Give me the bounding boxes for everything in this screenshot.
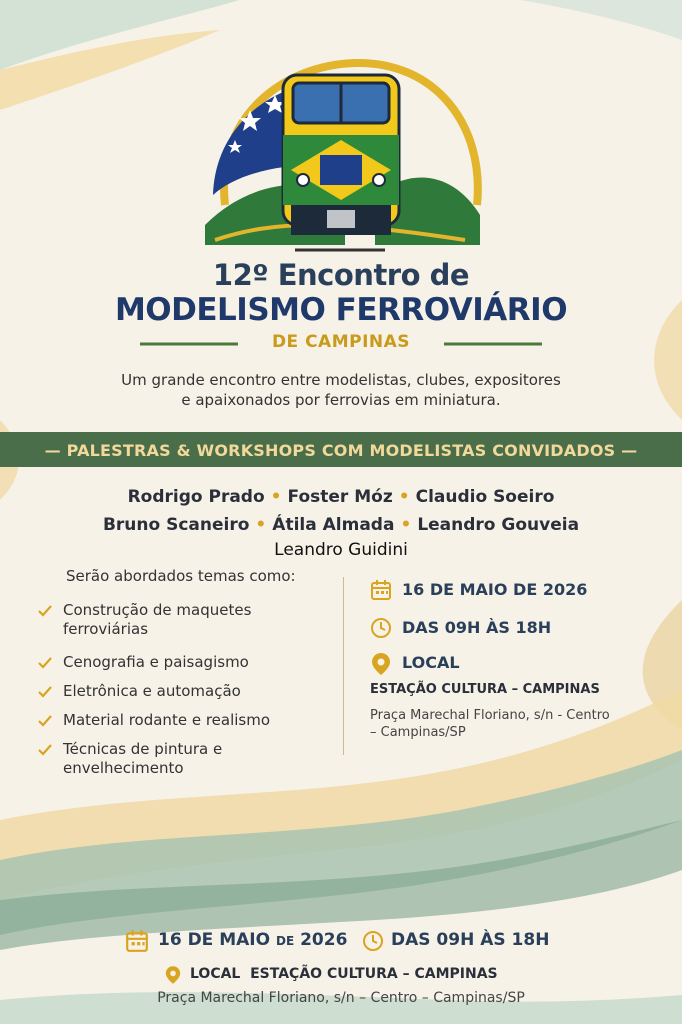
topic-text: Eletrônica e automação [63,682,241,700]
bullet-dot: • [270,487,282,507]
topic-text: Material rodante e realismo [63,711,271,729]
workshops-band-text: — PALESTRAS & WORKSHOPS COM MODELISTAS CONVIDADOS — [44,441,638,460]
check-icon [38,685,52,699]
footer-date-day: 16 DE MAIO [158,930,271,950]
footer-location [190,966,498,982]
topic-item [38,682,338,702]
footer-date [158,930,347,950]
topic-item [38,740,338,780]
footer-time: DAS 09H ÀS 18H [391,930,550,950]
subtitle-line-1: Um grande encontro entre modelistas, clubes, expositores [121,371,561,389]
topic-text: Cenografia e paisagismo [63,653,249,671]
event-station: ESTAÇÃO CULTURA – CAMPINAS [370,682,600,697]
train-logo-icon [195,55,487,260]
event-edition-title: 12º Encontro de [212,258,470,292]
speaker-name: Foster Móz [287,487,393,507]
calendar-icon [125,929,149,953]
event-local-label: LOCAL [402,653,460,672]
location-pin-icon [371,652,391,676]
bullet-dot: • [255,515,267,535]
topic-item [38,653,338,673]
check-icon [38,656,52,670]
footer-date-year: 2026 [300,930,348,950]
check-icon [38,604,52,618]
location-pin-icon [165,965,181,985]
speaker-name: Bruno Scaneiro [102,515,250,535]
event-address [370,707,660,741]
event-subtitle [60,370,622,410]
check-icon [38,743,52,757]
speaker-name: Claudio Soeiro [415,487,555,507]
speaker-name: Leandro Gouveia [417,515,580,535]
bullet-dot: • [400,515,412,535]
speaker-name: Átila Almada [272,515,395,535]
subtitle-line-2: e apaixonados por ferrovias em miniatura. [181,391,501,409]
topics-intro: Serão abordados temas como: [66,567,296,585]
event-time: DAS 09H ÀS 18H [402,618,552,637]
footer-date-de: DE [276,934,295,948]
topic-text: Construção de maquetes ferroviárias [63,601,252,638]
speakers-row-1 [0,487,682,507]
event-city-title-wrap [140,332,542,356]
event-main-title: MODELISMO FERROVIÁRIO [114,292,568,328]
calendar-icon [370,579,392,601]
topic-item [38,601,338,641]
footer-station: ESTAÇÃO CULTURA – CAMPINAS [250,966,498,982]
speaker-extra-name: Leandro Guidini [274,540,408,560]
speaker-name: Rodrigo Prado [127,487,265,507]
footer-local-label: LOCAL [190,966,241,982]
clock-icon [362,930,384,952]
address-line-2: – Campinas/SP [370,725,466,740]
event-date: 16 DE MAIO DE 2026 [402,580,588,599]
address-line-1: Praça Marechal Floriano, s/n - Centro [370,708,610,723]
footer-address: Praça Marechal Floriano, s/n – Centro – Campinas/SP [157,990,525,1006]
event-city-title: DE CAMPINAS [271,332,411,352]
topic-text: Técnicas de pintura e envelhecimento [63,740,223,777]
check-icon [38,714,52,728]
column-divider [343,577,344,755]
bullet-dot: • [398,487,410,507]
clock-icon [370,617,392,639]
topic-item [38,711,338,731]
speakers-row-2 [0,515,682,535]
